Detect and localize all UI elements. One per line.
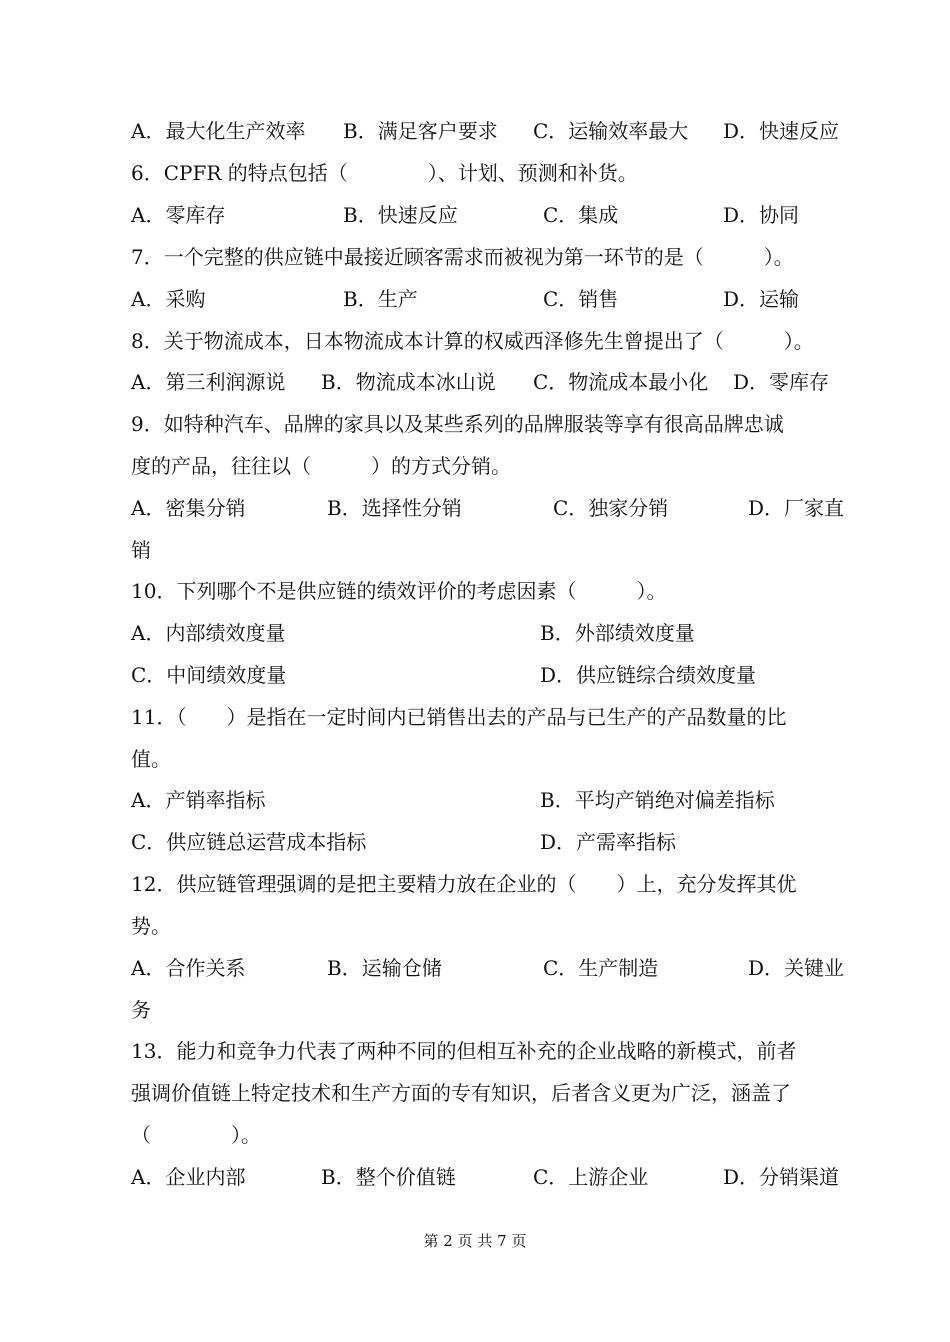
question-stem-line: 势。 (131, 914, 171, 938)
question-stem-line: 强调价值链上特定技术和生产方面的专有知识，后者含义更为广泛，涵盖了 (131, 1081, 791, 1105)
option-c: C．集成 (543, 203, 619, 227)
option-a: A．第三利润源说 (131, 370, 286, 394)
option-d: D．协同 (723, 203, 800, 227)
option-c: C．销售 (543, 287, 619, 311)
option-a: A．企业内部 (131, 1165, 246, 1189)
option-b: B．平均产销绝对偏差指标 (540, 788, 775, 812)
option-d: D．零库存 (733, 370, 830, 394)
question-stem: 8．关于物流成本，日本物流成本计算的权威西泽修先生曾提出了（ ）。 (131, 329, 814, 353)
option-c: C．供应链总运营成本指标 (131, 830, 367, 854)
option-a: A．最大化生产效率 (131, 119, 306, 143)
option-b: B．物流成本冰山说 (321, 370, 496, 394)
question-stem: 10．下列哪个不是供应链的绩效评价的考虑因素（ ）。 (131, 579, 667, 603)
question-stem-line: 值。 (131, 747, 171, 771)
option-d: D．产需率指标 (540, 830, 677, 854)
option-a: A．零库存 (131, 203, 226, 227)
question-stem-line: 12．供应链管理强调的是把主要精力放在企业的（ ）上，充分发挥其优 (131, 872, 797, 896)
question-stem: 7．一个完整的供应链中最接近顾客需求而被视为第一环节的是（ ）。 (131, 245, 794, 269)
option-d: D．厂家直 (748, 496, 845, 520)
option-b: B．外部绩效度量 (540, 621, 695, 645)
option-a: A．合作关系 (131, 956, 246, 980)
option-b: B．满足客户要求 (343, 119, 498, 143)
option-b: B．选择性分销 (327, 496, 462, 520)
option-c: C．生产制造 (543, 956, 659, 980)
option-d-wrap: 销 (131, 538, 151, 562)
page-number-footer: 第 2 页 共 7 页 (423, 1232, 527, 1250)
option-b: B．运输仓储 (327, 956, 442, 980)
option-c: C．运输效率最大 (533, 119, 689, 143)
option-d-wrap: 务 (131, 998, 151, 1022)
option-d: D．供应链综合绩效度量 (540, 663, 757, 687)
option-b: B．快速反应 (343, 203, 458, 227)
option-a: A．采购 (131, 287, 206, 311)
option-a: A．密集分销 (131, 496, 246, 520)
option-d: D．分销渠道 (723, 1165, 840, 1189)
option-c: C．独家分销 (553, 496, 669, 520)
question-stem-line: 9．如特种汽车、品牌的家具以及某些系列的品牌服装等享有很高品牌忠诚 (131, 412, 784, 436)
option-d: D．关键业 (748, 956, 845, 980)
question-stem-line: （ ）。 (131, 1123, 261, 1147)
question-stem-line: 11．（ ）是指在一定时间内已销售出去的产品与已生产的产品数量的比 (131, 705, 787, 729)
option-c: C．上游企业 (533, 1165, 649, 1189)
option-d: D．快速反应 (723, 119, 840, 143)
option-a: A．内部绩效度量 (131, 621, 286, 645)
option-a: A．产销率指标 (131, 788, 266, 812)
question-stem-line: 13．能力和竞争力代表了两种不同的但相互补充的企业战略的新模式，前者 (131, 1039, 797, 1063)
question-stem-line: 度的产品，往往以（ ）的方式分销。 (131, 454, 511, 478)
option-b: B．生产 (343, 287, 418, 311)
option-c: C．中间绩效度量 (131, 663, 287, 687)
question-stem: 6．CPFR 的特点包括（ ）、计划、预测和补货。 (131, 161, 638, 185)
option-b: B．整个价值链 (321, 1165, 456, 1189)
option-d: D．运输 (723, 287, 800, 311)
option-c: C．物流成本最小化 (533, 370, 709, 394)
